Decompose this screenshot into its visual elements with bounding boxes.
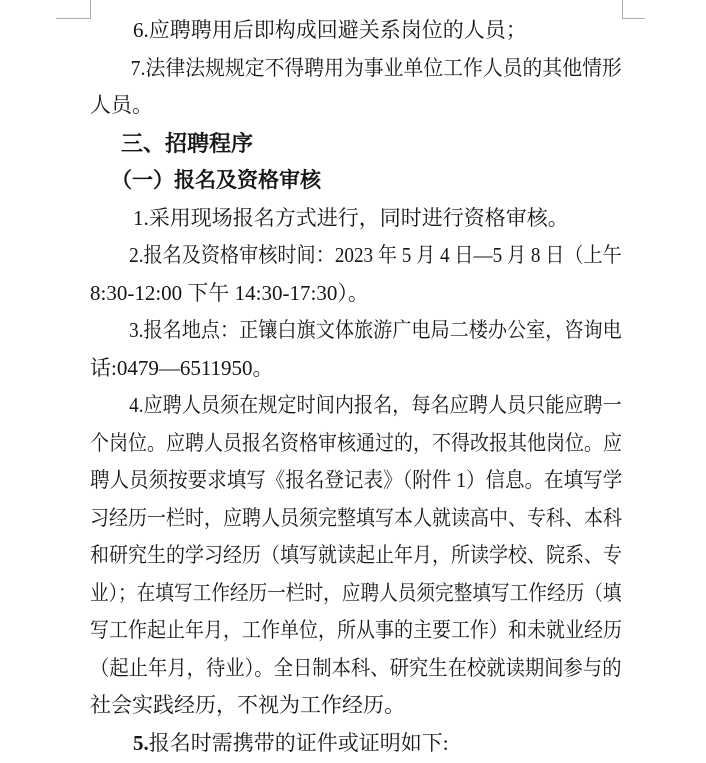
text-line: 8:30-12:00 下午 14:30-17:30）。 <box>90 280 369 305</box>
text-line: 6.应聘聘用后即构成回避关系岗位的人员； <box>133 18 527 42</box>
document-body <box>90 12 622 762</box>
text-line: 写工作起止年月，工作单位，所从事的主要工作）和未就业经历 <box>90 618 622 642</box>
text-line: 个岗位。应聘人员报名资格审核通过的，不得改报其他岗位。应 <box>90 430 622 455</box>
bold-list-number: 5. <box>133 730 149 755</box>
text-line: 3.报名地点：正镶白旗文体旅游广电局二楼办公室，咨询电 <box>129 318 622 342</box>
text-line: 4.应聘人员须在规定时间内报名，每名应聘人员只能应聘一 <box>129 393 622 417</box>
text-line: （起止年月，待业）。全日制本科、研究生在校就读期间参与的 <box>90 655 622 680</box>
text-line: 5.报名时需携带的证件或证明如下: <box>133 730 449 755</box>
text-line: 1.采用现场报名方式进行，同时进行资格审核。 <box>133 205 569 230</box>
paragraph <box>90 162 622 200</box>
paragraph <box>90 725 622 763</box>
text-line: 业）；在填写工作经历一栏时，应聘人员须完整填写工作经历（填 <box>90 580 622 605</box>
paragraph <box>90 387 622 725</box>
paragraph <box>90 12 622 50</box>
margin-corner-mark-top-right <box>622 0 645 19</box>
margin-corner-mark-top-left <box>56 0 91 19</box>
text-line: 7.法律法规规定不得聘用为事业单位工作人员的其他情形 <box>130 55 622 80</box>
text-line: 和研究生的学习经历（填写就读起止年月，所读学校、院系、专 <box>90 543 622 567</box>
paragraph <box>90 50 622 125</box>
paragraph <box>90 237 622 312</box>
text-line: 聘人员须按要求填写《报名登记表》（附件 1）信息。在填写学 <box>90 468 623 492</box>
text-line: 话:0479—6511950。 <box>90 355 274 380</box>
text-line: 三、招聘程序 <box>121 130 254 156</box>
paragraph <box>90 312 622 387</box>
text-line: 2.报名及资格审核时间：2023 年 5 月 4 日—5 月 8 日（上午 <box>129 243 622 267</box>
paragraph <box>90 125 622 163</box>
text-line: 习经历一栏时，应聘人员须完整填写本人就读高中、专科、本科 <box>90 505 622 530</box>
text-line: 人员。 <box>90 93 153 117</box>
paragraph <box>90 200 622 238</box>
text-line: 社会实践经历，不视为工作经历。 <box>90 693 405 717</box>
text-line: （一）报名及资格审核 <box>111 168 321 192</box>
